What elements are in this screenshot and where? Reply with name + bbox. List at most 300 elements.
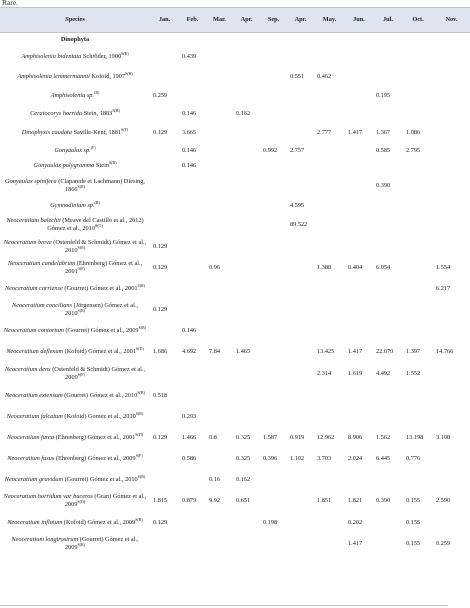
value-cell — [345, 47, 373, 67]
value-cell — [233, 278, 260, 299]
value-cell — [233, 257, 260, 278]
value-cell — [433, 512, 470, 533]
value-cell — [345, 469, 373, 490]
value-cell: 1.587 — [263, 433, 278, 441]
column-header-month: Nov. — [433, 8, 470, 33]
value-cell — [433, 363, 470, 385]
value-cell — [314, 469, 345, 490]
value-cell — [206, 236, 233, 257]
value-cell: 3.108 — [436, 433, 451, 441]
value-cell — [373, 67, 403, 87]
species-cell — [0, 236, 150, 257]
value-cell — [373, 406, 403, 427]
table-row — [0, 236, 470, 257]
value-cell — [206, 214, 233, 236]
abundance-code: S(R) — [77, 183, 86, 189]
species-authority: (Gourret) Gómez et al., 2009 — [64, 535, 139, 551]
species-name: Neoceratium carriense — [4, 284, 63, 292]
value-cell: 0.586 — [182, 454, 197, 462]
value-cell — [179, 67, 206, 87]
table-row — [0, 158, 470, 174]
species-name: Neoceratium horridum var buceros — [3, 493, 93, 501]
abundance-code: S(F) — [121, 126, 129, 132]
species-cell — [0, 512, 150, 533]
value-cell: 0.776 — [406, 454, 421, 462]
table-row — [0, 363, 470, 385]
species-authority: Stein, 1883 — [83, 110, 113, 118]
column-header-month: Apr. — [233, 8, 260, 33]
value-cell — [345, 299, 373, 320]
value-cell — [403, 174, 433, 198]
species-cell — [0, 490, 150, 512]
value-cell — [287, 47, 314, 67]
species-name: Neoceratium balechii — [6, 217, 61, 225]
species-cell — [0, 533, 150, 554]
value-cell — [433, 406, 470, 427]
value-cell — [260, 341, 287, 363]
species-name: Neoceratium deflexum — [6, 348, 64, 356]
value-cell: 0.325 — [236, 433, 251, 441]
column-header-month: Jul. — [373, 8, 403, 33]
value-cell: 89.522 — [290, 221, 308, 229]
value-cell — [233, 143, 260, 158]
value-cell — [403, 406, 433, 427]
value-cell: 2.757 — [290, 146, 305, 154]
abundance-code: S(R) — [109, 159, 117, 165]
value-cell — [433, 299, 470, 320]
value-cell: 1.821 — [348, 497, 363, 505]
species-authority: (Kofoid) Gomez et al., 2010 — [64, 412, 136, 420]
value-cell — [150, 320, 179, 341]
value-cell: 0.293 — [182, 412, 197, 420]
species-name: Neoceratium falcatum — [6, 412, 63, 420]
species-name: Neoceratium contortum — [3, 326, 64, 334]
value-cell — [260, 385, 287, 406]
value-cell — [206, 385, 233, 406]
value-cell — [345, 406, 373, 427]
abundance-code: S(R) — [137, 282, 146, 288]
value-cell — [233, 158, 260, 174]
value-cell — [373, 198, 403, 214]
value-cell — [287, 105, 314, 123]
value-cell — [403, 236, 433, 257]
species-name: Neoceratium gravidum — [4, 475, 63, 483]
value-cell — [233, 87, 260, 105]
value-cell — [206, 67, 233, 87]
table-row — [0, 47, 470, 67]
species-cell — [0, 406, 150, 427]
abundance-code: S(R) — [138, 324, 147, 330]
value-cell — [314, 236, 345, 257]
species-cell — [0, 427, 150, 448]
species-authority: Schröder, 1900 — [82, 53, 122, 61]
species-name: Neoceratium furca — [6, 433, 55, 441]
value-cell — [233, 512, 260, 533]
value-cell — [206, 448, 233, 469]
species-cell — [0, 214, 150, 236]
value-cell: 0.146 — [182, 326, 197, 334]
value-cell — [206, 278, 233, 299]
value-cell — [260, 236, 287, 257]
value-cell — [233, 123, 260, 143]
value-cell — [206, 143, 233, 158]
value-cell — [206, 87, 233, 105]
value-cell: 0.439 — [182, 53, 197, 61]
value-cell — [314, 143, 345, 158]
abundance-code: S(R) — [135, 516, 143, 522]
value-cell: 0.198 — [263, 518, 278, 526]
value-cell: 6.217 — [436, 284, 451, 292]
group-row — [0, 33, 470, 48]
table-row — [0, 427, 470, 448]
species-cell — [0, 198, 150, 214]
value-cell: 4.595 — [290, 202, 305, 210]
value-cell — [206, 320, 233, 341]
abundance-code: (F) — [90, 144, 96, 150]
species-cell — [0, 320, 150, 341]
value-cell — [345, 105, 373, 123]
value-cell — [260, 278, 287, 299]
species-cell — [0, 105, 150, 123]
value-cell — [260, 87, 287, 105]
species-name: Neoceratium fusus — [7, 454, 55, 462]
table-row — [0, 257, 470, 278]
value-cell — [373, 385, 403, 406]
value-cell — [179, 385, 206, 406]
species-cell — [0, 67, 150, 87]
value-cell — [314, 87, 345, 105]
table-row — [0, 406, 470, 427]
value-cell — [433, 214, 470, 236]
value-cell — [403, 385, 433, 406]
value-cell — [373, 105, 403, 123]
value-cell — [206, 47, 233, 67]
value-cell: 2.777 — [317, 129, 332, 137]
species-cell — [0, 448, 150, 469]
value-cell: 0.396 — [263, 454, 278, 462]
value-cell — [150, 105, 179, 123]
species-table — [0, 7, 470, 554]
table-row — [0, 174, 470, 198]
species-cell — [0, 469, 150, 490]
header-row — [0, 8, 470, 33]
value-cell — [206, 158, 233, 174]
value-cell — [433, 105, 470, 123]
value-cell — [287, 174, 314, 198]
value-cell — [260, 214, 287, 236]
value-cell: 8.906 — [348, 433, 363, 441]
value-cell — [260, 406, 287, 427]
value-cell — [433, 385, 470, 406]
table-row — [0, 490, 470, 512]
value-cell: 0.129 — [153, 305, 168, 313]
value-cell: 1.562 — [376, 433, 391, 441]
value-cell — [206, 406, 233, 427]
value-cell: 0.585 — [376, 146, 391, 154]
value-cell — [373, 158, 403, 174]
value-cell — [403, 198, 433, 214]
value-cell — [433, 143, 470, 158]
value-cell — [314, 158, 345, 174]
table-row — [0, 320, 470, 341]
value-cell — [206, 363, 233, 385]
value-cell — [403, 158, 433, 174]
value-cell: 0.146 — [182, 162, 197, 170]
species-cell — [0, 385, 150, 406]
value-cell: 1.397 — [406, 348, 421, 356]
species-name: Gonyaulax sp. — [54, 146, 91, 154]
value-cell: 1.554 — [436, 263, 451, 271]
species-authority: Kofoid, 1907 — [91, 73, 126, 81]
value-cell — [260, 105, 287, 123]
value-cell — [314, 47, 345, 67]
value-cell: 1.388 — [317, 263, 332, 271]
value-cell — [150, 143, 179, 158]
value-cell: 6.054 — [376, 263, 391, 271]
value-cell — [314, 533, 345, 554]
value-cell: 0.404 — [348, 263, 363, 271]
species-cell — [0, 87, 150, 105]
value-cell: 0.992 — [263, 146, 278, 154]
table-row — [0, 123, 470, 143]
species-name: Amphisolenia bidentata — [21, 53, 82, 61]
value-cell — [260, 469, 287, 490]
species-name: Gymnodinium sp. — [50, 202, 95, 210]
value-cell — [287, 236, 314, 257]
value-cell — [233, 533, 260, 554]
column-header-month: Feb. — [179, 8, 206, 33]
value-cell — [179, 363, 206, 385]
value-cell — [433, 174, 470, 198]
value-cell — [179, 299, 206, 320]
value-cell — [179, 469, 206, 490]
column-header-month: Oct. — [403, 8, 433, 33]
species-cell — [0, 47, 150, 67]
value-cell: 0.259 — [436, 539, 451, 547]
value-cell — [345, 174, 373, 198]
species-authority: (Gourret) Gómez et al., 2009 — [65, 326, 139, 334]
value-cell — [403, 67, 433, 87]
value-cell: 13.425 — [317, 348, 335, 356]
value-cell — [287, 87, 314, 105]
value-cell — [233, 236, 260, 257]
value-cell — [233, 67, 260, 87]
value-cell — [345, 158, 373, 174]
value-cell — [287, 490, 314, 512]
value-cell — [314, 406, 345, 427]
value-cell — [150, 448, 179, 469]
value-cell — [233, 385, 260, 406]
value-cell — [345, 198, 373, 214]
value-cell — [287, 341, 314, 363]
value-cell — [345, 278, 373, 299]
value-cell — [150, 533, 179, 554]
value-cell: 0.155 — [406, 539, 421, 547]
value-cell — [287, 533, 314, 554]
species-name: Neoceratium dens — [4, 366, 51, 374]
value-cell — [314, 320, 345, 341]
species-name: Neoceratium breve — [3, 238, 52, 246]
value-cell: 0.390 — [376, 497, 391, 505]
abundance-code: (R) — [94, 199, 100, 205]
value-cell: 0.162 — [236, 110, 251, 118]
value-cell — [345, 67, 373, 87]
value-cell: 2.795 — [406, 146, 421, 154]
group-label: Dinophyta — [60, 36, 90, 44]
value-cell — [287, 385, 314, 406]
table-body — [0, 33, 470, 555]
value-cell: 0.162 — [236, 475, 251, 483]
value-cell — [287, 469, 314, 490]
value-cell — [206, 198, 233, 214]
species-authority: (Jörgensen) Gómez et al., 2010 — [64, 301, 138, 317]
species-authority: (Gourret) Gómez et al., 2010 — [64, 391, 138, 399]
species-cell — [0, 158, 150, 174]
value-cell — [373, 469, 403, 490]
value-cell — [150, 363, 179, 385]
table-row — [0, 385, 470, 406]
value-cell — [314, 174, 345, 198]
value-cell — [373, 512, 403, 533]
value-cell — [233, 363, 260, 385]
value-cell — [260, 257, 287, 278]
value-cell — [179, 87, 206, 105]
value-cell: 1.466 — [182, 433, 197, 441]
species-authority: (Ostenfeld & Schmidt) Gómez et al., 2009 — [52, 366, 146, 381]
table-row — [0, 512, 470, 533]
value-cell — [260, 158, 287, 174]
value-cell — [345, 320, 373, 341]
value-cell — [433, 236, 470, 257]
species-name: Neoceratium concilians — [12, 301, 72, 309]
species-name: Dinophysis caudata — [21, 129, 72, 137]
table-row — [0, 341, 470, 363]
value-cell — [179, 214, 206, 236]
species-authority: (Kofoid) Gómez et al., 2001 — [64, 348, 136, 356]
value-cell: 3.703 — [317, 454, 332, 462]
value-cell: 0.8 — [209, 433, 217, 441]
species-cell — [0, 257, 150, 278]
table-row — [0, 143, 470, 158]
value-cell — [373, 214, 403, 236]
species-authority: (Gourret) Gómez et al., 2001 — [64, 284, 138, 292]
value-cell — [373, 533, 403, 554]
value-cell — [373, 47, 403, 67]
column-header-month: Apr. — [287, 8, 314, 33]
value-cell: 1.102 — [290, 454, 305, 462]
value-cell — [150, 469, 179, 490]
value-cell: 12.962 — [317, 433, 335, 441]
value-cell: 22.070 — [376, 348, 394, 356]
value-cell — [433, 448, 470, 469]
value-cell — [314, 105, 345, 123]
species-authority: (Ehrenberg) Gómez et al., 2001 — [55, 433, 136, 441]
value-cell — [433, 87, 470, 105]
abundance-code: S(D) — [135, 431, 144, 437]
value-cell — [314, 214, 345, 236]
value-cell — [179, 278, 206, 299]
value-cell: 0.129 — [153, 518, 168, 526]
table-row — [0, 448, 470, 469]
abundance-code: S(R) — [77, 244, 86, 250]
value-cell: 2.024 — [348, 454, 363, 462]
value-cell — [179, 533, 206, 554]
value-cell: 1.619 — [348, 370, 363, 378]
value-cell: 0.919 — [290, 433, 305, 441]
value-cell — [373, 236, 403, 257]
table-row — [0, 469, 470, 490]
table-row — [0, 198, 470, 214]
value-cell — [314, 299, 345, 320]
value-cell — [287, 512, 314, 533]
table-caption: Rare. — [2, 0, 19, 7]
value-cell — [403, 299, 433, 320]
value-cell: 0.551 — [290, 73, 305, 81]
value-cell: 1.815 — [153, 497, 168, 505]
value-cell: 4.492 — [376, 370, 391, 378]
species-authority: (Ehrenberg) Gómez et al., 2009 — [55, 454, 136, 462]
abundance-code: S(F) — [77, 371, 85, 377]
value-cell — [260, 67, 287, 87]
value-cell — [373, 320, 403, 341]
species-cell — [0, 341, 150, 363]
value-cell — [206, 105, 233, 123]
species-authority: (Gourret) Gómez et al., 2010 — [64, 475, 138, 483]
species-cell — [0, 143, 150, 158]
value-cell — [260, 299, 287, 320]
value-cell — [345, 143, 373, 158]
value-cell — [260, 363, 287, 385]
species-authority: Stein — [96, 162, 109, 170]
value-cell: 1.851 — [317, 497, 332, 505]
value-cell — [206, 174, 233, 198]
value-cell — [314, 385, 345, 406]
value-cell — [433, 123, 470, 143]
value-cell — [260, 174, 287, 198]
value-cell: 1.686 — [153, 348, 168, 356]
value-cell — [403, 257, 433, 278]
value-cell — [233, 174, 260, 198]
table-row — [0, 87, 470, 105]
value-cell — [233, 320, 260, 341]
value-cell — [150, 67, 179, 87]
value-cell — [287, 299, 314, 320]
value-cell: 1.367 — [376, 129, 391, 137]
value-cell — [314, 198, 345, 214]
value-cell — [206, 123, 233, 143]
value-cell — [260, 123, 287, 143]
value-cell: 0.651 — [236, 497, 251, 505]
column-header-month: May. — [314, 8, 345, 33]
species-name: Amphisolenia sp. — [50, 92, 95, 100]
species-authority: (Kofoid) Gómez et al., 2009 — [63, 518, 136, 526]
value-cell — [403, 87, 433, 105]
table-row — [0, 533, 470, 554]
value-cell — [287, 406, 314, 427]
value-cell — [150, 278, 179, 299]
value-cell — [233, 214, 260, 236]
value-cell — [403, 320, 433, 341]
value-cell — [150, 158, 179, 174]
species-name: Neoceratium candelabrum — [7, 259, 76, 267]
value-cell — [403, 278, 433, 299]
value-cell: 2.314 — [317, 370, 332, 378]
species-cell — [0, 123, 150, 143]
value-cell: 3.665 — [182, 129, 197, 137]
value-cell — [433, 47, 470, 67]
value-cell — [287, 363, 314, 385]
table-row — [0, 278, 470, 299]
